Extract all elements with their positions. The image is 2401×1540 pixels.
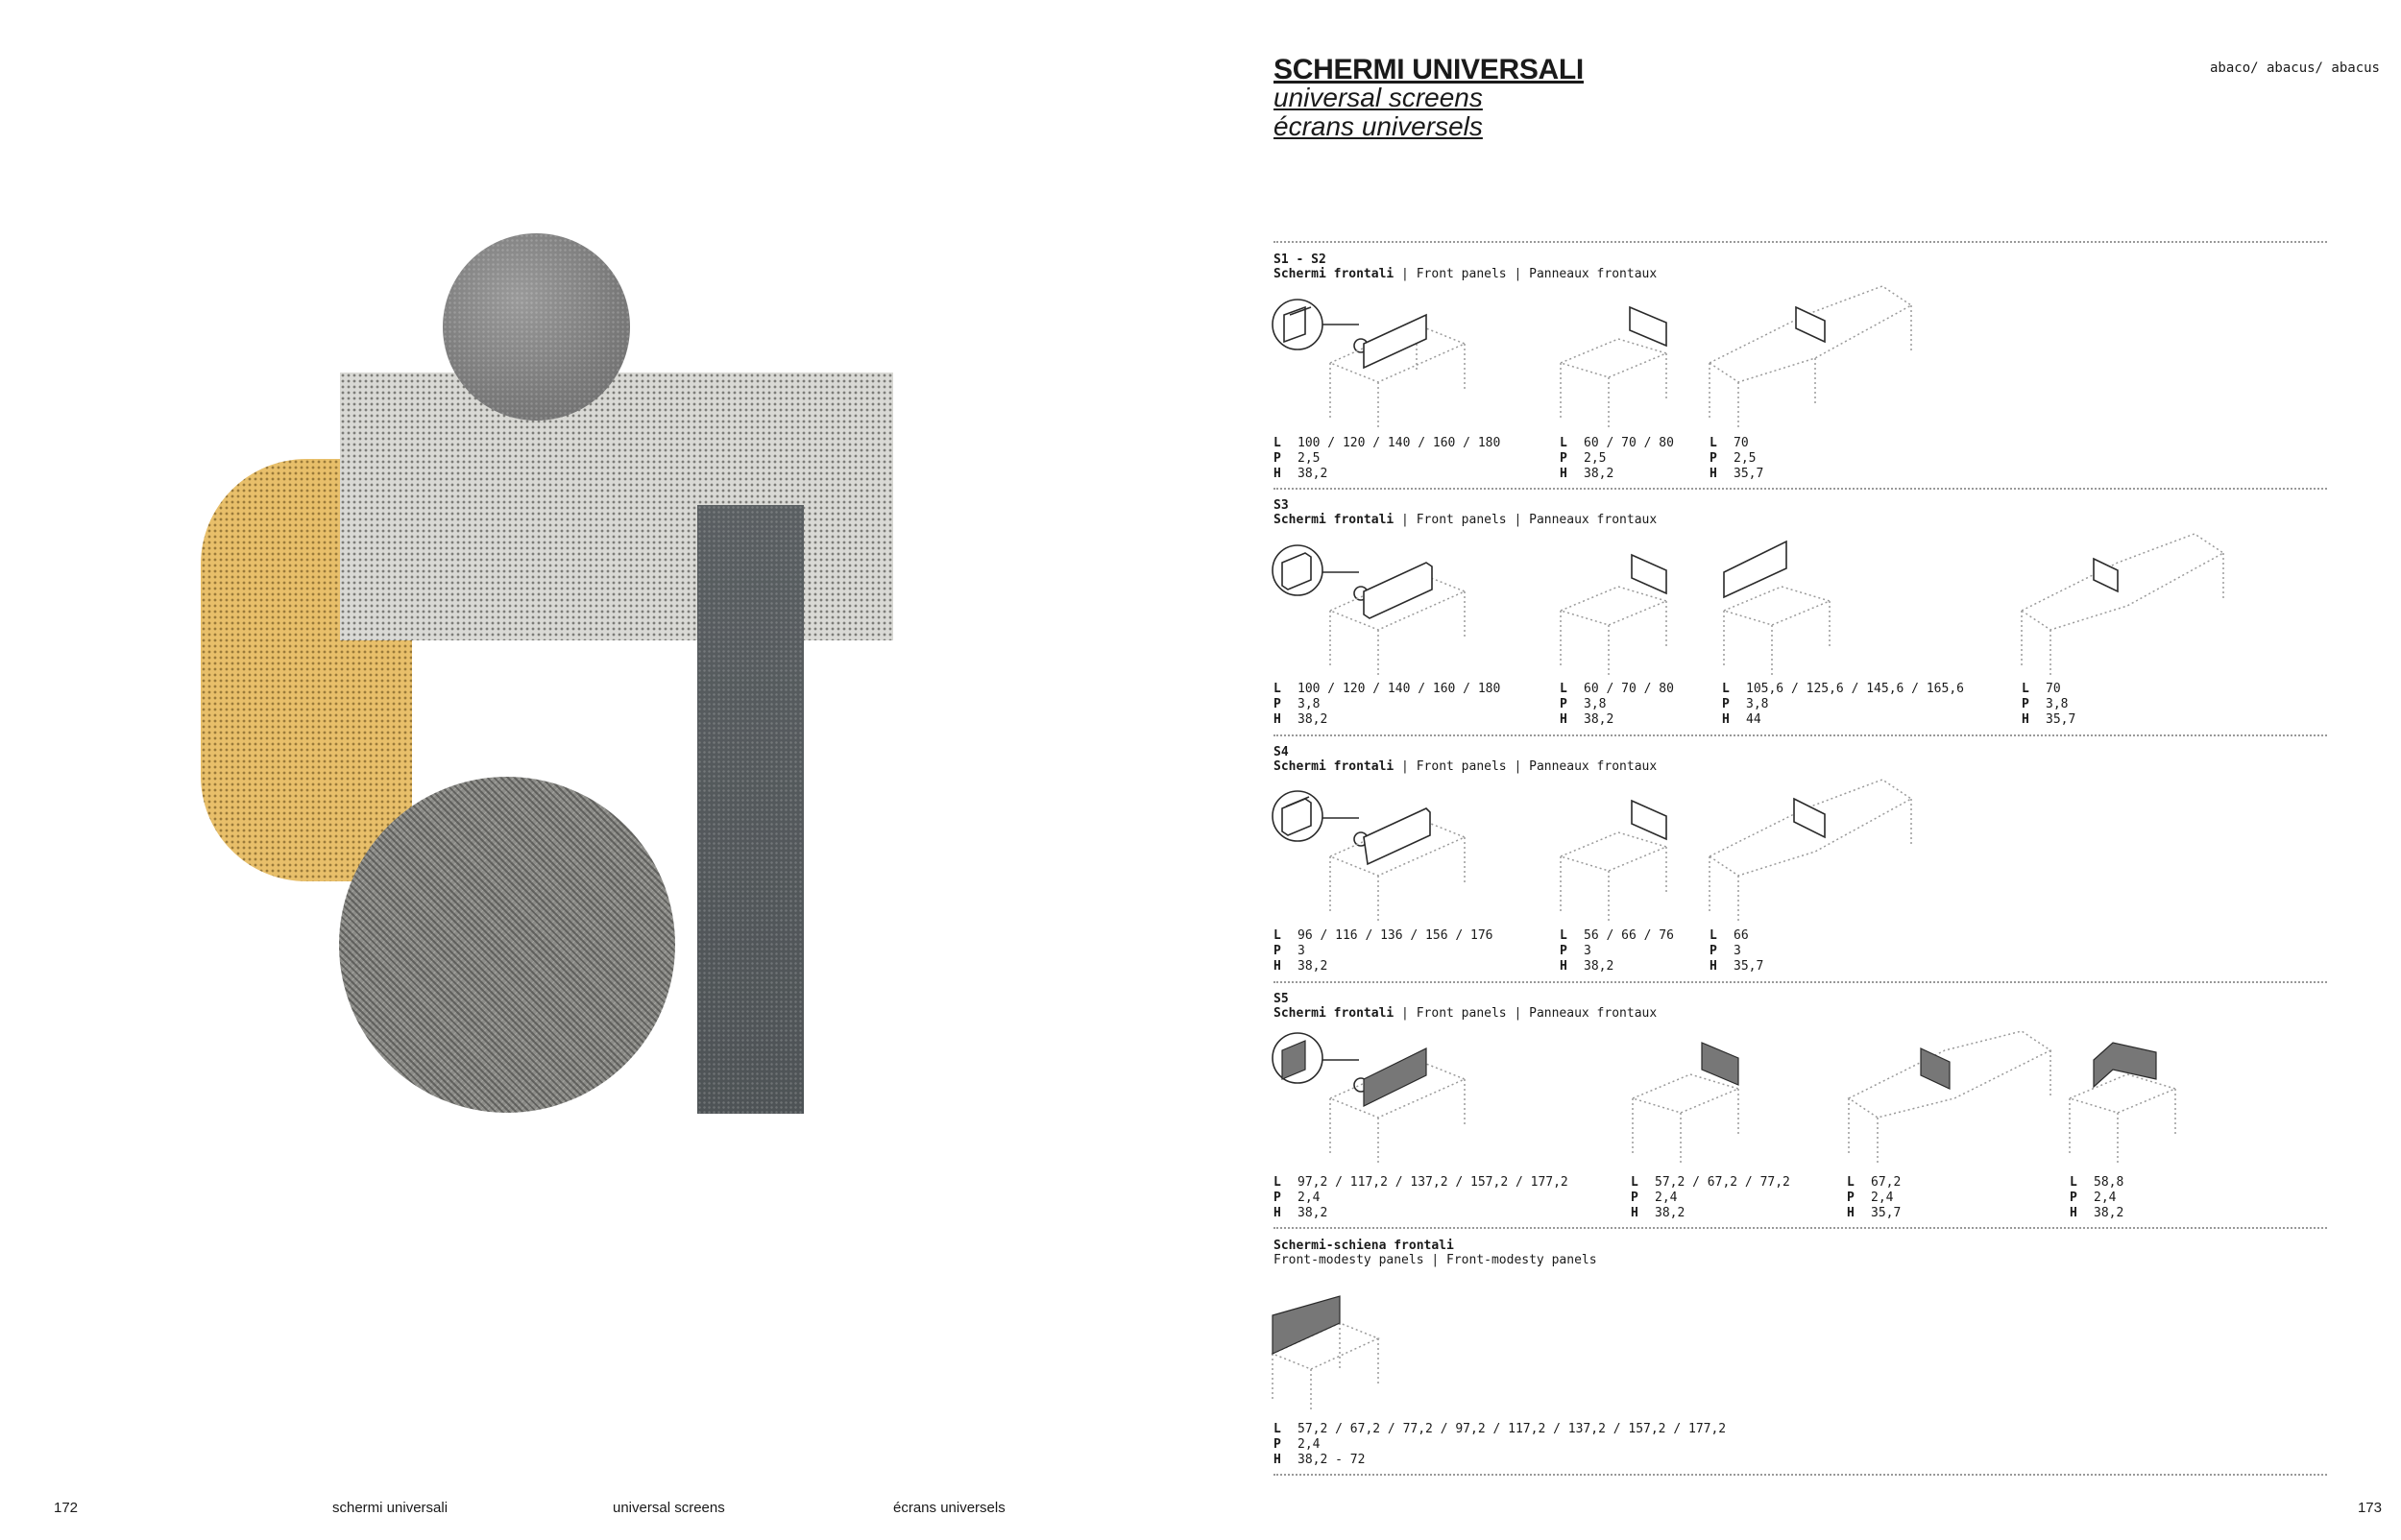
- spec-block: L 66 P 3 H 35,7: [1710, 928, 1764, 974]
- spec-block: L 60 / 70 / 80 P 3,8 H 38,2: [1560, 682, 1674, 727]
- divider: [1273, 488, 2327, 490]
- page-number-left: 172: [54, 1500, 79, 1516]
- section-code: S3: [1273, 498, 1289, 513]
- s5-drawings: [1273, 1031, 2233, 1175]
- footer-label-it: schermi universali: [332, 1500, 449, 1516]
- section-description: Schermi frontali | Front panels | Panneaux frontaux: [1273, 759, 1658, 774]
- spec-block: L 70 P 2,5 H 35,7: [1710, 436, 1764, 481]
- section-description: Schermi frontali | Front panels | Panneaux frontaux: [1273, 267, 1658, 281]
- spec-block: L 56 / 66 / 76 P 3 H 38,2: [1560, 928, 1674, 974]
- spec-block: L 105,6 / 125,6 / 145,6 / 165,6 P 3,8 H 44: [1722, 682, 1964, 727]
- divider: [1273, 734, 2327, 736]
- section-code: S1 - S2: [1273, 253, 1326, 267]
- right-page: [1200, 0, 2401, 1540]
- page-title: SCHERMI UNIVERSALI: [1273, 54, 1584, 85]
- section-code: S5: [1273, 992, 1289, 1006]
- spec-block: L 70 P 3,8 H 35,7: [2022, 682, 2076, 727]
- s1-drawings: [1273, 286, 1849, 430]
- desk-drawing-short: [1561, 307, 1666, 430]
- modesty-title: Schermi-schiena frontali: [1273, 1239, 1454, 1253]
- divider: [1273, 1474, 2327, 1476]
- spec-block: L 57,2 / 67,2 / 77,2 / 97,2 / 117,2 / 137,2 / 157,2 / 177,2 P 2,4 H 38,2 - 72: [1273, 1422, 1727, 1467]
- section-description: Schermi frontali | Front panels | Panneaux frontaux: [1273, 1006, 1658, 1021]
- spec-block: L 100 / 120 / 140 / 160 / 180 P 2,5 H 38,2: [1273, 436, 1501, 481]
- section-description: Schermi frontali | Front panels | Panneaux frontaux: [1273, 513, 1658, 527]
- subtitle-fr: écrans universels: [1273, 111, 1483, 141]
- light-grey-fabric-rectangle: [340, 373, 893, 640]
- desk-drawing-detail: [1273, 300, 1465, 430]
- spec-block: L 57,2 / 67,2 / 77,2 P 2,4 H 38,2: [1631, 1175, 1790, 1220]
- page-number-right: 173: [2357, 1500, 2382, 1516]
- divider: [1273, 241, 2327, 243]
- subtitle-en: universal screens: [1273, 83, 1483, 112]
- spec-block: L 60 / 70 / 80 P 2,5 H 38,2: [1560, 436, 1674, 481]
- footer-label-fr: écrans universels: [893, 1500, 1006, 1516]
- section-code: S4: [1273, 745, 1289, 759]
- modesty-drawing: [1273, 1296, 1465, 1421]
- felt-circle-small: [443, 233, 630, 421]
- spec-block: L 100 / 120 / 140 / 160 / 180 P 3,8 H 38,2: [1273, 682, 1501, 727]
- spec-block: L 96 / 116 / 136 / 156 / 176 P 3 H 38,2: [1273, 928, 1493, 974]
- modesty-subtitle: Front-modesty panels | Front-modesty panels: [1273, 1253, 1597, 1267]
- divider: [1273, 981, 2327, 983]
- s3-drawings: [1273, 534, 2233, 678]
- footer-label-en: universal screens: [613, 1500, 725, 1516]
- desk-drawing-bench: [1710, 286, 1911, 430]
- abacus-label: abaco/ abacus/ abacus: [2209, 60, 2380, 76]
- woven-fabric-circle-large: [339, 777, 675, 1113]
- dark-felt-bar: [697, 505, 804, 1114]
- spec-block: L 97,2 / 117,2 / 137,2 / 157,2 / 177,2 P 2,4 H 38,2: [1273, 1175, 1568, 1220]
- s4-drawings: [1273, 780, 1849, 924]
- spec-block: L 58,8 P 2,4 H 38,2: [2070, 1175, 2124, 1220]
- left-page: [0, 0, 1200, 1540]
- divider: [1273, 1227, 2327, 1229]
- spec-block: L 67,2 P 2,4 H 35,7: [1847, 1175, 1902, 1220]
